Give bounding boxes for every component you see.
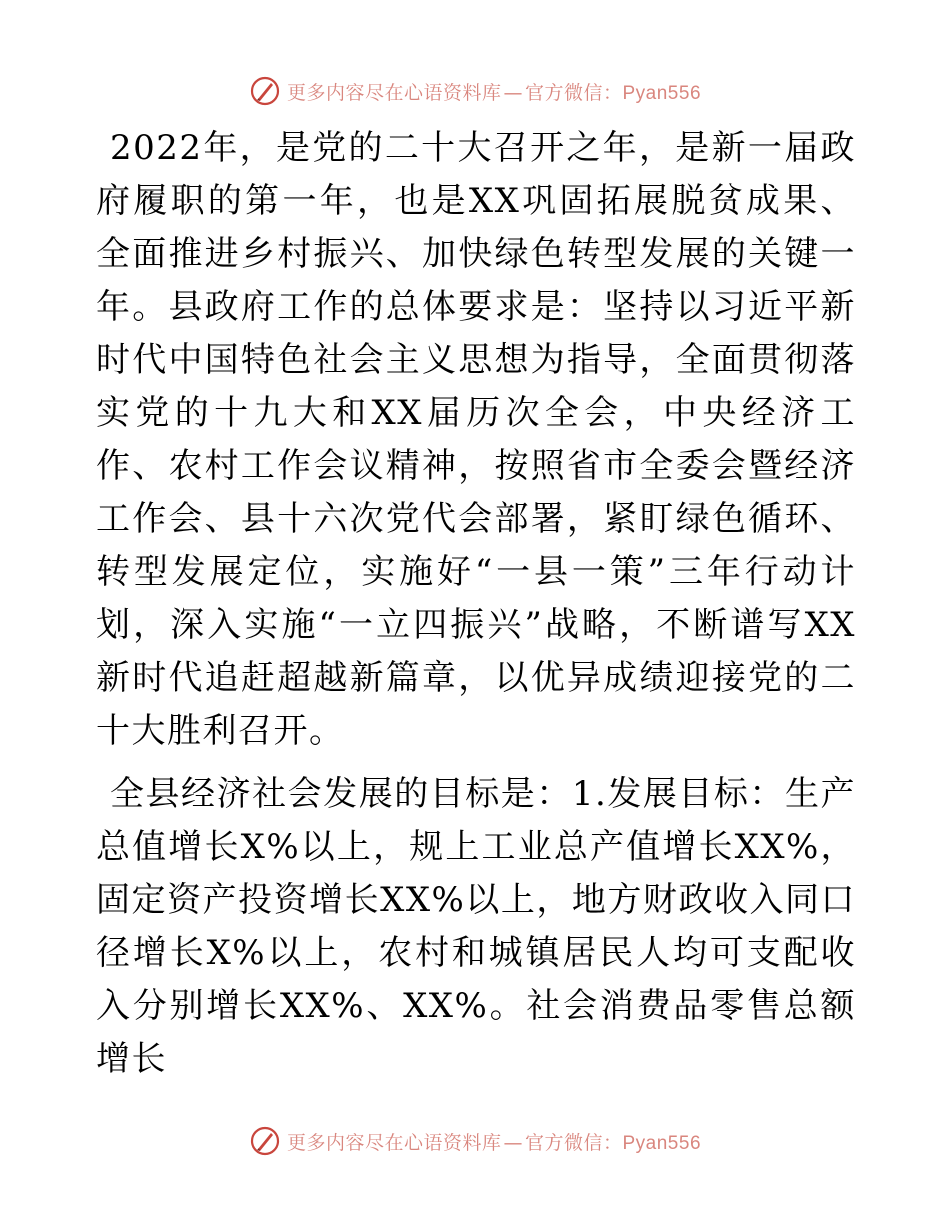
watermark-site-text: 更多内容尽在心语资料库 [286,1131,502,1154]
quill-pen-logo-icon [249,1125,281,1157]
watermark-site-text: 更多内容尽在心语资料库 [286,81,502,104]
watermark-wechat-id: Pyan556 [622,1132,702,1154]
watermark-wechat-label: 官方微信： [524,81,623,104]
watermark-text [287,1128,701,1155]
paragraph-2: 全县经济社会发展的目标是：1.发展目标：生产总值增长X%以上，规上工业总产值增长XX%，固定资产投资增长XX%以上，地方财政收入同口径增长X%以上，农村和城镇居民人均可支配收入分别增长XX%、XX%。社会消费品零售总额增长 [96,774,856,1079]
watermark-separator: — [503,81,523,104]
watermark-separator: — [503,1131,523,1154]
quill-pen-logo-icon [249,75,281,107]
footer-watermark [0,1121,950,1161]
paragraph-1: 2022年，是党的二十大召开之年，是新一届政府履职的第一年，也是XX巩固拓展脱贫成果、全面推进乡村振兴、加快绿色转型发展的关键一年。县政府工作的总体要求是：坚持以习近平新时代中国特色社会主义思想为指导，全面贯彻落实党的十九大和XX届历次全会，中央经济工作、农村工作会议精神，按照省市全委会暨经济工作会、县十六次党代会部署，紧盯绿色循环、转型发展定位，实施好“一县一策”三年行动计划，深入实施“一立四振兴”战略，不断谱写XX新时代追赶超越新篇章，以优异成绩迎接党的二十大胜利召开。 [96,128,856,751]
watermark-text [287,78,701,105]
document-body [96,122,856,1086]
watermark-wechat-id: Pyan556 [622,82,702,104]
watermark-wechat-label: 官方微信： [524,1131,623,1154]
header-watermark [0,71,950,111]
